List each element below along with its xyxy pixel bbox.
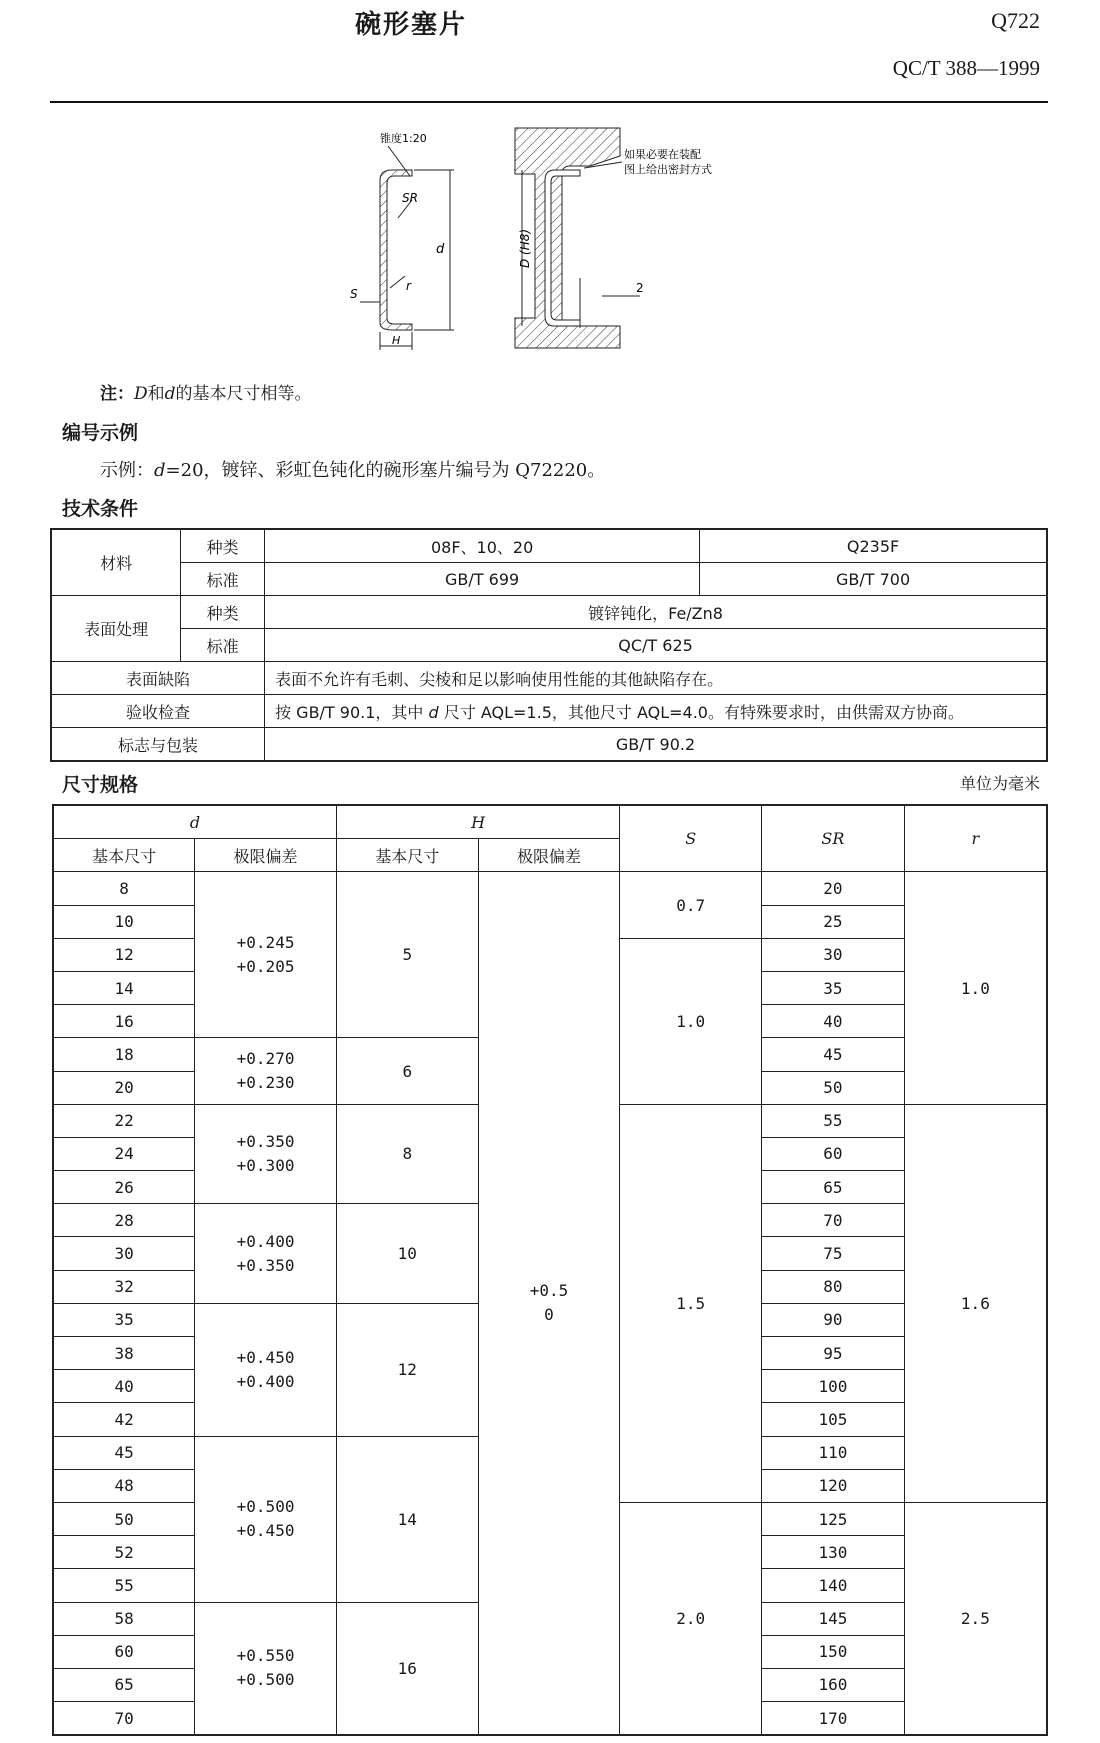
accept-text (265, 695, 1047, 728)
d-basic-value: 30 (53, 1237, 195, 1270)
d-tol-upper: +0.400 (236, 1231, 295, 1251)
col-r: r (904, 805, 1047, 872)
d-basic-value: 60 (53, 1635, 195, 1668)
H-tolerance-cell (478, 872, 620, 1735)
SR-value: 100 (762, 1370, 905, 1403)
SR-value: 150 (762, 1635, 905, 1668)
d-tol-header: 极限偏差 (195, 839, 337, 872)
d-basic-value: 32 (53, 1270, 195, 1303)
note-prefix: 注： (100, 384, 134, 404)
standard-number: QC/T 388—1999 (892, 56, 1040, 80)
surface-label: 表面处理 (51, 596, 181, 662)
SR-value: 75 (762, 1237, 905, 1270)
h-label: H (392, 334, 401, 347)
d-tol-lower: +0.400 (236, 1371, 295, 1391)
d-basic-value: 14 (53, 971, 195, 1004)
H-basic-value: 8 (336, 1104, 478, 1204)
material-std-2: GB/T 700 (700, 563, 1047, 596)
S-value: 2.0 (620, 1502, 762, 1735)
material-type-2: Q235F (700, 529, 1047, 563)
unit-note: 单位为毫米 (959, 774, 1040, 793)
d-tolerance-cell (195, 1303, 337, 1436)
d-basic-value: 58 (53, 1602, 195, 1635)
d-basic-header: 基本尺寸 (53, 839, 195, 872)
d-basic-value: 8 (53, 872, 195, 905)
col-H: H (336, 805, 619, 839)
SR-value: 60 (762, 1137, 905, 1170)
SR-value: 55 (762, 1104, 905, 1137)
note-suffix: 的基本尺寸相等。 (175, 384, 312, 404)
surface-type: 镀锌钝化，Fe/Zn8 (265, 596, 1047, 629)
SR-value: 125 (762, 1502, 905, 1535)
example-var: d (154, 460, 166, 481)
callout-line-1: 如果必要在装配 (624, 148, 701, 161)
defect-text: 表面不允许有毛刺、尖棱和足以影响使用性能的其他缺陷存在。 (265, 662, 1047, 695)
note-mid: 和 (147, 384, 165, 404)
d-basic-value: 18 (53, 1038, 195, 1071)
dimensions-table (52, 804, 1048, 1736)
surface-type-label: 种类 (181, 596, 265, 629)
material-type-1: 08F、10、20 (265, 529, 700, 563)
H-basic-value: 16 (336, 1602, 478, 1735)
drawing-note (100, 379, 312, 404)
bore-label: D (H8) (518, 228, 532, 268)
example-text: =20，镀锌、彩虹色钝化的碗形塞片编号为 Q72220。 (165, 460, 606, 481)
note-d: d (164, 384, 176, 404)
SR-value: 50 (762, 1071, 905, 1104)
d-basic-value: 35 (53, 1303, 195, 1336)
dims-heading: 尺寸规格 (62, 774, 139, 796)
d-basic-value: 38 (53, 1337, 195, 1370)
d-basic-value: 45 (53, 1436, 195, 1469)
SR-value: 80 (762, 1270, 905, 1303)
material-std-1: GB/T 699 (265, 563, 700, 596)
SR-value: 25 (762, 905, 905, 938)
SR-value: 45 (762, 1038, 905, 1071)
mark-text: GB/T 90.2 (265, 728, 1047, 762)
s-label: S (350, 287, 358, 301)
page-title: 碗形塞片 (355, 10, 468, 40)
header-rule (50, 101, 1048, 103)
material-label: 材料 (51, 529, 181, 596)
defect-label: 表面缺陷 (51, 662, 265, 695)
d-basic-value: 10 (53, 905, 195, 938)
d-basic-value: 65 (53, 1668, 195, 1701)
SR-value: 30 (762, 938, 905, 971)
r-value: 2.5 (904, 1502, 1047, 1735)
SR-value: 140 (762, 1569, 905, 1602)
SR-value: 170 (762, 1702, 905, 1736)
d-basic-value: 22 (53, 1104, 195, 1137)
numbering-example (100, 456, 605, 482)
d-tol-upper: +0.500 (236, 1497, 295, 1517)
H-basic-value: 14 (336, 1436, 478, 1602)
callout-line-2: 图上给出密封方式 (624, 163, 712, 176)
accept-var: d (428, 702, 439, 722)
d-basic-value: 40 (53, 1370, 195, 1403)
d-basic-value: 16 (53, 1005, 195, 1038)
tech-table (50, 528, 1048, 762)
d-tol-lower: +0.205 (236, 956, 295, 976)
SR-value: 65 (762, 1171, 905, 1204)
d-tol-upper: +0.245 (236, 932, 295, 952)
SR-value: 20 (762, 872, 905, 905)
table-row (53, 872, 1047, 905)
d-basic-value: 42 (53, 1403, 195, 1436)
d-basic-value: 12 (53, 938, 195, 971)
H-tol-lower: 0 (544, 1305, 554, 1325)
d-tol-upper: +0.550 (236, 1646, 295, 1666)
d-tol-upper: +0.450 (236, 1347, 295, 1367)
d-basic-value: 24 (53, 1137, 195, 1170)
r-value: 1.6 (904, 1104, 1047, 1502)
d-tol-lower: +0.350 (236, 1255, 295, 1275)
col-d: d (53, 805, 336, 839)
SR-value: 130 (762, 1536, 905, 1569)
accept-post: 尺寸 AQL=1.5，其他尺寸 AQL=4.0。有特殊要求时，由供需双方协商。 (438, 702, 964, 722)
S-value: 0.7 (620, 872, 762, 938)
d-tolerance-cell (195, 872, 337, 1038)
surface-std: QC/T 625 (265, 629, 1047, 662)
d-basic-value: 28 (53, 1204, 195, 1237)
H-basic-header: 基本尺寸 (336, 839, 478, 872)
example-prefix: 示例： (100, 460, 154, 481)
surface-std-label: 标准 (181, 629, 265, 662)
taper-label: 锥度1:20 (380, 132, 427, 145)
cup-plug-drawing (340, 118, 760, 358)
d-basic-value: 20 (53, 1071, 195, 1104)
SR-value: 120 (762, 1469, 905, 1502)
SR-value: 160 (762, 1668, 905, 1701)
SR-value: 110 (762, 1436, 905, 1469)
d-tol-lower: +0.500 (236, 1670, 295, 1690)
S-value: 1.0 (620, 938, 762, 1104)
d-label: d (436, 242, 445, 257)
d-tol-lower: +0.450 (236, 1521, 295, 1541)
note-D: D (134, 384, 148, 404)
H-basic-value: 12 (336, 1303, 478, 1436)
d-tol-upper: +0.350 (236, 1131, 295, 1151)
d-basic-value: 50 (53, 1502, 195, 1535)
d-tol-lower: +0.230 (236, 1073, 295, 1092)
r-value: 1.0 (904, 872, 1047, 1104)
SR-value: 145 (762, 1602, 905, 1635)
material-type-label: 种类 (181, 529, 265, 563)
SR-value: 35 (762, 971, 905, 1004)
mark-label: 标志与包装 (51, 728, 265, 762)
S-value: 1.5 (620, 1104, 762, 1502)
accept-label: 验收检查 (51, 695, 265, 728)
material-std-label: 标准 (181, 563, 265, 596)
H-tol-upper: +0.5 (529, 1281, 569, 1301)
d-tolerance-cell (195, 1038, 337, 1104)
H-basic-value: 6 (336, 1038, 478, 1104)
SR-value: 70 (762, 1204, 905, 1237)
d-tolerance-cell (195, 1602, 337, 1735)
d-tolerance-cell (195, 1104, 337, 1204)
r-label: r (406, 279, 411, 293)
dim-2-label: 2 (636, 281, 644, 295)
d-basic-value: 48 (53, 1469, 195, 1502)
d-tol-lower: +0.300 (236, 1155, 295, 1175)
part-code: Q722 (991, 8, 1040, 33)
col-S: S (620, 805, 762, 872)
H-basic-value: 5 (336, 872, 478, 1038)
d-basic-value: 55 (53, 1569, 195, 1602)
SR-value: 40 (762, 1005, 905, 1038)
tech-heading: 技术条件 (62, 498, 139, 520)
d-tol-upper: +0.270 (236, 1049, 295, 1068)
accept-pre: 按 GB/T 90.1，其中 (275, 702, 429, 722)
d-basic-value: 52 (53, 1536, 195, 1569)
d-basic-value: 26 (53, 1171, 195, 1204)
col-SR: SR (762, 805, 905, 872)
SR-value: 90 (762, 1303, 905, 1336)
numbering-heading: 编号示例 (62, 422, 139, 444)
d-basic-value: 70 (53, 1702, 195, 1736)
sr-label: SR (402, 191, 418, 205)
SR-value: 95 (762, 1337, 905, 1370)
SR-value: 105 (762, 1403, 905, 1436)
d-tolerance-cell (195, 1436, 337, 1602)
H-tol-header: 极限偏差 (478, 839, 620, 872)
H-basic-value: 10 (336, 1204, 478, 1304)
d-tolerance-cell (195, 1204, 337, 1304)
